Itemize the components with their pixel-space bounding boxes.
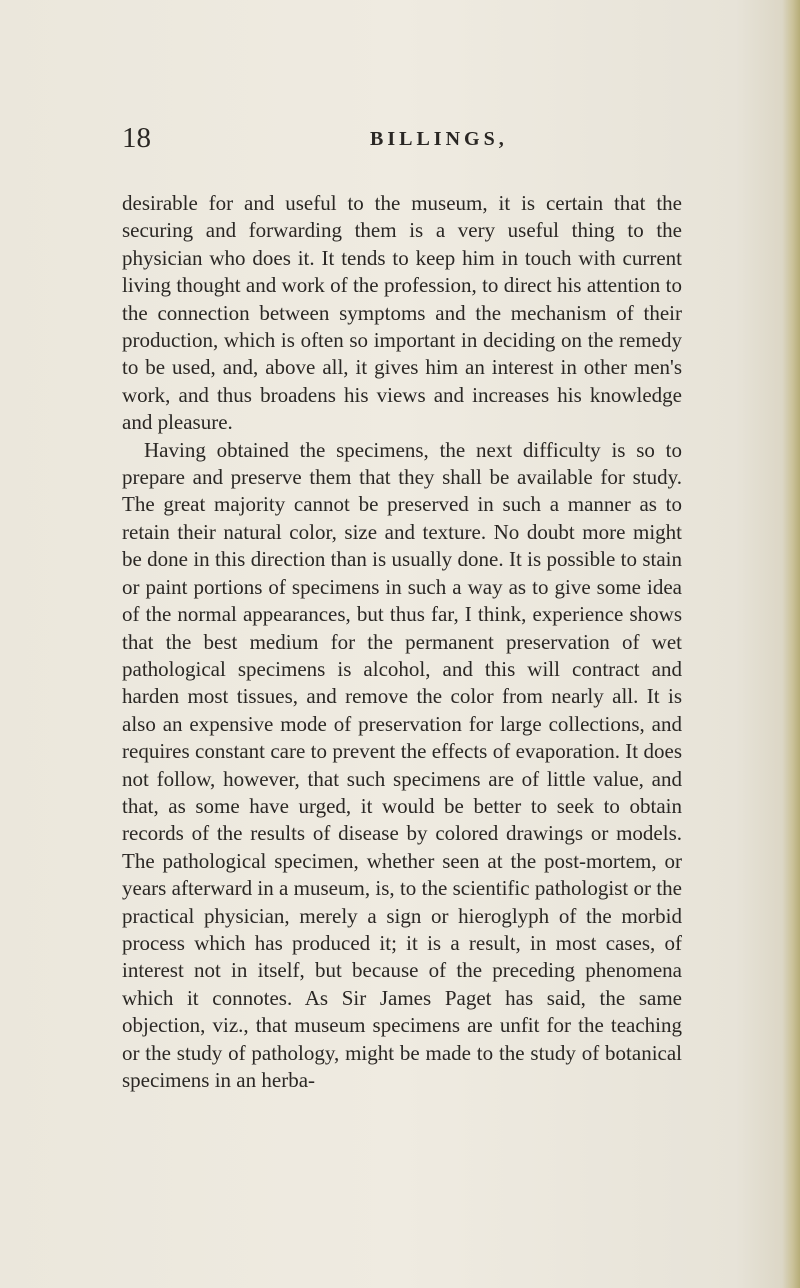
body-text [122, 190, 682, 1094]
paragraph-continued: desirable for and useful to the museum, it is certain that the securing and forwarding them is a very useful thing to the physician who does it. It tends to keep him in touch with current living thought and work of the profession, to direct his attention to the connection between symptoms and the mechanism of their production, which is often so important in deciding on the remedy to be used, and, above all, it gives him an interest in other men's work, and thus broadens his views and increases his knowledge and pleasure. [122, 191, 682, 435]
page-header [122, 118, 682, 158]
paragraph-preservation: Having obtained the specimens, the next difficulty is so to prepare and preserve them that they shall be available for study. The great majority cannot be preserved in such a manner as to retain their natural color, size and texture. No doubt more might be done in this direction than is usually done. It is possible to stain or paint portions of specimens in such a way as to give some idea of the normal appearances, but thus far, I think, experience shows that the best medium for the permanent preservation of wet pathological specimens is alcohol, and this will contract and harden most tissues, and remove the color from nearly all. It is also an expensive mode of preservation for large collections, and requires constant care to prevent the effects of evaporation. It does not follow, however, that such specimens are of little value, and that, as some have urged, it would be better to seek to obtain records of the results of disease by colored drawings or models. The pathological specimen, whether seen at the post-mortem, or years afterward in a museum, is, to the scientific pathologist or the practical physician, merely a sign or hieroglyph of the morbid process which has produced it; it is a result, in most cases, of interest not in itself, but because of the preceding phenomena which it connotes. As Sir James Paget has said, the same objection, viz., that museum specimens are unfit for the teaching or the study of pathology, might be made to the study of botanical specimens in an herba- [122, 437, 682, 1092]
page-number: 18 [122, 122, 151, 154]
page-edge-stain [782, 0, 800, 1288]
running-head: BILLINGS, [370, 128, 508, 150]
